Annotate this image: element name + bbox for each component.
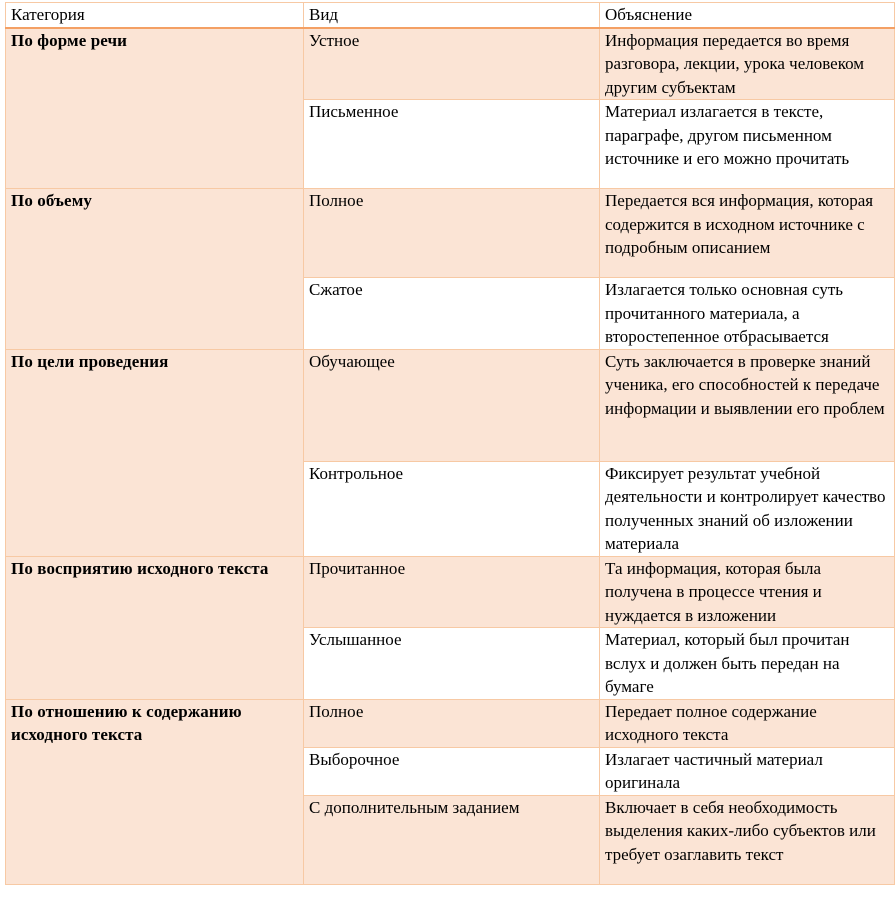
category-cell: По объему: [6, 189, 304, 350]
table-row: [6, 28, 895, 100]
explanation-cell: Фиксирует результат учебной деятельности и контролирует качество полученных знаний об изложении материала: [600, 461, 895, 556]
table-row: [6, 556, 895, 628]
category-cell: По форме речи: [6, 28, 304, 189]
explanation-cell: Передает полное содержание исходного текста: [600, 699, 895, 747]
header-explanation: Объяснение: [600, 3, 895, 28]
explanation-cell: Передается вся информация, которая содержится в исходном источнике с подробным описанием: [600, 189, 895, 278]
category-cell: По отношению к содержанию исходного текста: [6, 699, 304, 884]
table-row: [6, 349, 895, 461]
type-cell: Письменное: [304, 100, 600, 189]
explanation-cell: Суть заключается в проверке знаний ученика, его способностей к передаче информации и выявлении его проблем: [600, 349, 895, 461]
header-row: [6, 3, 895, 28]
type-cell: Полное: [304, 699, 600, 747]
type-cell: Сжатое: [304, 278, 600, 350]
category-cell: По цели проведения: [6, 349, 304, 556]
type-cell: Полное: [304, 189, 600, 278]
type-cell: Обучающее: [304, 349, 600, 461]
type-cell: Услышанное: [304, 628, 600, 700]
explanation-cell: Излагает частичный материал оригинала: [600, 747, 895, 795]
explanation-cell: Материал, который был прочитан вслух и должен быть передан на бумаге: [600, 628, 895, 700]
header-type: Вид: [304, 3, 600, 28]
type-cell: Контрольное: [304, 461, 600, 556]
explanation-cell: Материал излагается в тексте, параграфе, другом письменном источнике и его можно прочитать: [600, 100, 895, 189]
type-cell: Прочитанное: [304, 556, 600, 628]
explanation-cell: Информация передается во время разговора, лекции, урока человеком другим субъектам: [600, 28, 895, 100]
table-row: [6, 189, 895, 278]
type-cell: Выборочное: [304, 747, 600, 795]
header-category: Категория: [6, 3, 304, 28]
classification-table: [5, 2, 895, 885]
category-cell: По восприятию исходного текста: [6, 556, 304, 699]
explanation-cell: Включает в себя необходимость выделения каких-либо субъектов или требует озаглавить текст: [600, 795, 895, 884]
type-cell: Устное: [304, 28, 600, 100]
type-cell: С дополнительным заданием: [304, 795, 600, 884]
table-row: [6, 699, 895, 747]
explanation-cell: Та информация, которая была получена в процессе чтения и нуждается в изложении: [600, 556, 895, 628]
explanation-cell: Излагается только основная суть прочитанного материала, а второстепенное отбрасывается: [600, 278, 895, 350]
